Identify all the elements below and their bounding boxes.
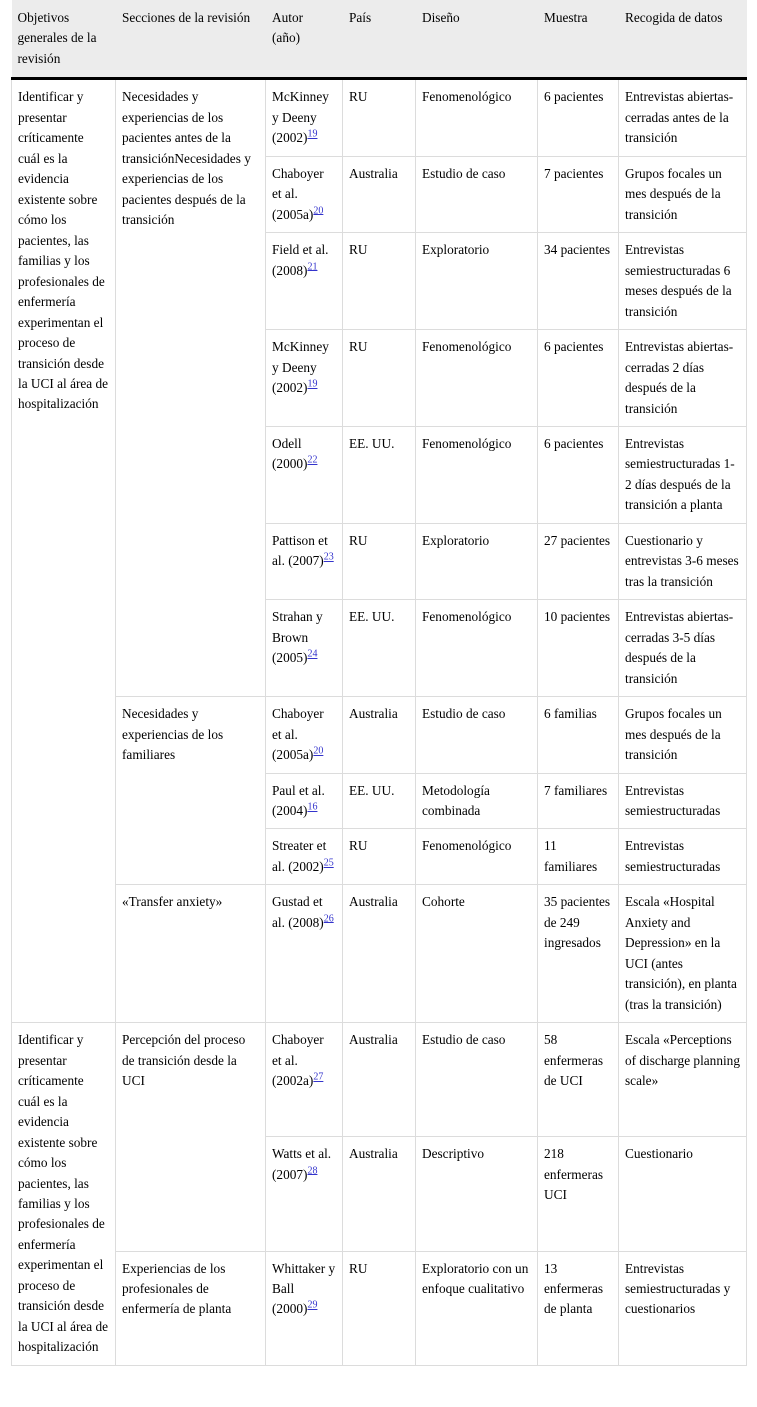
cell-objetivo: Identificar y presentar críticamente cuál es la evidencia existente sobre cómo los pacientes, las familias y los profesionales de enfermería experimentan el proceso de transición desde la UCI al área de hospitalización	[12, 79, 116, 1023]
reference-link[interactable]: 27	[313, 1071, 324, 1083]
reference-link[interactable]: 20	[313, 745, 324, 757]
cell-muestra: 34 pacientes	[538, 233, 619, 330]
cell-diseno: Fenomenológico	[416, 829, 538, 885]
cell-seccion: Experiencias de los profesionales de enfermería de planta	[116, 1251, 266, 1365]
cell-muestra: 13 enfermeras de planta	[538, 1251, 619, 1365]
cell-autor: Watts et al. (2007)$^{28}$	[266, 1137, 343, 1251]
cell-recogida: Cuestionario	[619, 1137, 747, 1251]
table-row	[12, 79, 747, 156]
column-header-pais: País	[343, 0, 416, 79]
table-row	[12, 885, 747, 1023]
cell-seccion: Necesidades y experiencias de los pacientes antes de la transiciónNecesidades y experiencias de los pacientes después de la transición	[116, 79, 266, 697]
cell-diseno: Exploratorio	[416, 233, 538, 330]
cell-diseno: Exploratorio	[416, 523, 538, 599]
cell-recogida: Entrevistas semiestructuradas 1-2 días después de la transición a planta	[619, 426, 747, 523]
cell-diseno: Fenomenológico	[416, 426, 538, 523]
cell-diseno: Cohorte	[416, 885, 538, 1023]
cell-autor: Whittaker y Ball (2000)$^{29}$	[266, 1251, 343, 1365]
cell-pais: Australia	[343, 1023, 416, 1137]
cell-autor: Chaboyer et al. (2005a)$^{20}$	[266, 156, 343, 232]
cell-diseno: Descriptivo	[416, 1137, 538, 1251]
column-header-autor-line2: (año)	[272, 30, 301, 46]
cell-recogida: Escala «Perceptions of discharge planning scale»	[619, 1023, 747, 1137]
column-header-secciones: Secciones de la revisión	[116, 0, 266, 79]
column-header-muestra: Muestra	[538, 0, 619, 79]
cell-autor: Odell (2000)$^{22}$	[266, 426, 343, 523]
column-header-objetivos: Objetivos generales de la revisión	[12, 0, 116, 79]
cell-muestra: 11 familiares	[538, 829, 619, 885]
cell-autor: Pattison et al. (2007)$^{23}$	[266, 523, 343, 599]
table-body	[12, 79, 747, 1365]
cell-autor: McKinney y Deeny (2002)$^{19}$	[266, 330, 343, 427]
cell-recogida: Entrevistas abiertas-cerradas 2 días después de la transición	[619, 330, 747, 427]
reference-link[interactable]: 25	[323, 857, 334, 869]
cell-autor: Field et al. (2008)$^{21}$	[266, 233, 343, 330]
cell-autor: McKinney y Deeny (2002)$^{19}$	[266, 79, 343, 156]
column-header-diseno: Diseño	[416, 0, 538, 79]
cell-pais: EE. UU.	[343, 426, 416, 523]
cell-autor: Chaboyer et al. (2005a)$^{20}$	[266, 697, 343, 773]
cell-muestra: 58 enfermeras de UCI	[538, 1023, 619, 1137]
reference-link[interactable]: 23	[323, 551, 334, 563]
cell-muestra: 6 pacientes	[538, 426, 619, 523]
cell-muestra: 7 familiares	[538, 773, 619, 829]
cell-recogida: Entrevistas abiertas-cerradas antes de la transición	[619, 79, 747, 156]
cell-pais: RU	[343, 1251, 416, 1365]
cell-muestra: 218 enfermeras UCI	[538, 1137, 619, 1251]
cell-recogida: Entrevistas semiestructuradas	[619, 773, 747, 829]
cell-recogida: Escala «Hospital Anxiety and Depression» en la UCI (antes transición), en planta (tras la transición)	[619, 885, 747, 1023]
reference-link[interactable]: 21	[307, 261, 318, 273]
table-row	[12, 697, 747, 773]
reference-link[interactable]: 24	[307, 648, 318, 660]
cell-diseno: Metodología combinada	[416, 773, 538, 829]
cell-muestra: 27 pacientes	[538, 523, 619, 599]
cell-seccion: «Transfer anxiety»	[116, 885, 266, 1023]
cell-muestra: 6 pacientes	[538, 79, 619, 156]
cell-pais: RU	[343, 829, 416, 885]
cell-autor: Chaboyer et al. (2002a)$^{27}$	[266, 1023, 343, 1137]
reference-link[interactable]: 19	[307, 128, 318, 140]
cell-recogida: Entrevistas semiestructuradas 6 meses después de la transición	[619, 233, 747, 330]
reference-link[interactable]: 28	[307, 1165, 318, 1177]
cell-pais: Australia	[343, 1137, 416, 1251]
cell-pais: Australia	[343, 156, 416, 232]
cell-autor: Paul et al. (2004)$^{16}$	[266, 773, 343, 829]
cell-diseno: Estudio de caso	[416, 156, 538, 232]
table-header-row	[12, 0, 747, 79]
column-header-autor-line1: Autor	[272, 10, 304, 25]
cell-recogida: Cuestionario y entrevistas 3-6 meses tras la transición	[619, 523, 747, 599]
cell-muestra: 35 pacientes de 249 ingresados	[538, 885, 619, 1023]
cell-pais: RU	[343, 79, 416, 156]
reference-link[interactable]: 22	[307, 455, 318, 467]
cell-seccion: Necesidades y experiencias de los familiares	[116, 697, 266, 885]
cell-muestra: 10 pacientes	[538, 600, 619, 697]
column-header-recogida: Recogida de datos	[619, 0, 747, 79]
cell-diseno: Fenomenológico	[416, 330, 538, 427]
cell-pais: Australia	[343, 697, 416, 773]
cell-recogida: Entrevistas semiestructuradas	[619, 829, 747, 885]
reference-link[interactable]: 20	[313, 205, 324, 217]
cell-diseno: Exploratorio con un enfoque cualitativo	[416, 1251, 538, 1365]
cell-pais: EE. UU.	[343, 773, 416, 829]
cell-recogida: Entrevistas semiestructuradas y cuestionarios	[619, 1251, 747, 1365]
cell-objetivo: Identificar y presentar críticamente cuál es la evidencia existente sobre cómo los pacientes, las familias y los profesionales de enfermería experimentan el proceso de transición desde la UCI al área de hospitalización	[12, 1023, 116, 1366]
cell-pais: EE. UU.	[343, 600, 416, 697]
cell-muestra: 6 pacientes	[538, 330, 619, 427]
table-row	[12, 1251, 747, 1365]
cell-diseno: Fenomenológico	[416, 79, 538, 156]
cell-seccion: Percepción del proceso de transición desde la UCI	[116, 1023, 266, 1251]
cell-recogida: Entrevistas abiertas-cerradas 3-5 días después de la transición	[619, 600, 747, 697]
cell-muestra: 6 familias	[538, 697, 619, 773]
cell-diseno: Estudio de caso	[416, 1023, 538, 1137]
reference-link[interactable]: 16	[307, 801, 318, 813]
cell-autor: Gustad et al. (2008)$^{26}$	[266, 885, 343, 1023]
reference-link[interactable]: 26	[323, 913, 334, 925]
cell-recogida: Grupos focales un mes después de la transición	[619, 156, 747, 232]
cell-pais: RU	[343, 330, 416, 427]
cell-diseno: Fenomenológico	[416, 600, 538, 697]
cell-pais: RU	[343, 233, 416, 330]
column-header-autor	[266, 0, 343, 79]
cell-muestra: 7 pacientes	[538, 156, 619, 232]
reference-link[interactable]: 19	[307, 378, 318, 390]
cell-recogida: Grupos focales un mes después de la transición	[619, 697, 747, 773]
cell-pais: RU	[343, 523, 416, 599]
table-header	[12, 0, 747, 79]
study-characteristics-table	[11, 0, 747, 1366]
cell-autor: Streater et al. (2002)$^{25}$	[266, 829, 343, 885]
table-row	[12, 1023, 747, 1137]
cell-diseno: Estudio de caso	[416, 697, 538, 773]
cell-pais: Australia	[343, 885, 416, 1023]
reference-link[interactable]: 29	[307, 1300, 318, 1312]
cell-autor: Strahan y Brown (2005)$^{24}$	[266, 600, 343, 697]
